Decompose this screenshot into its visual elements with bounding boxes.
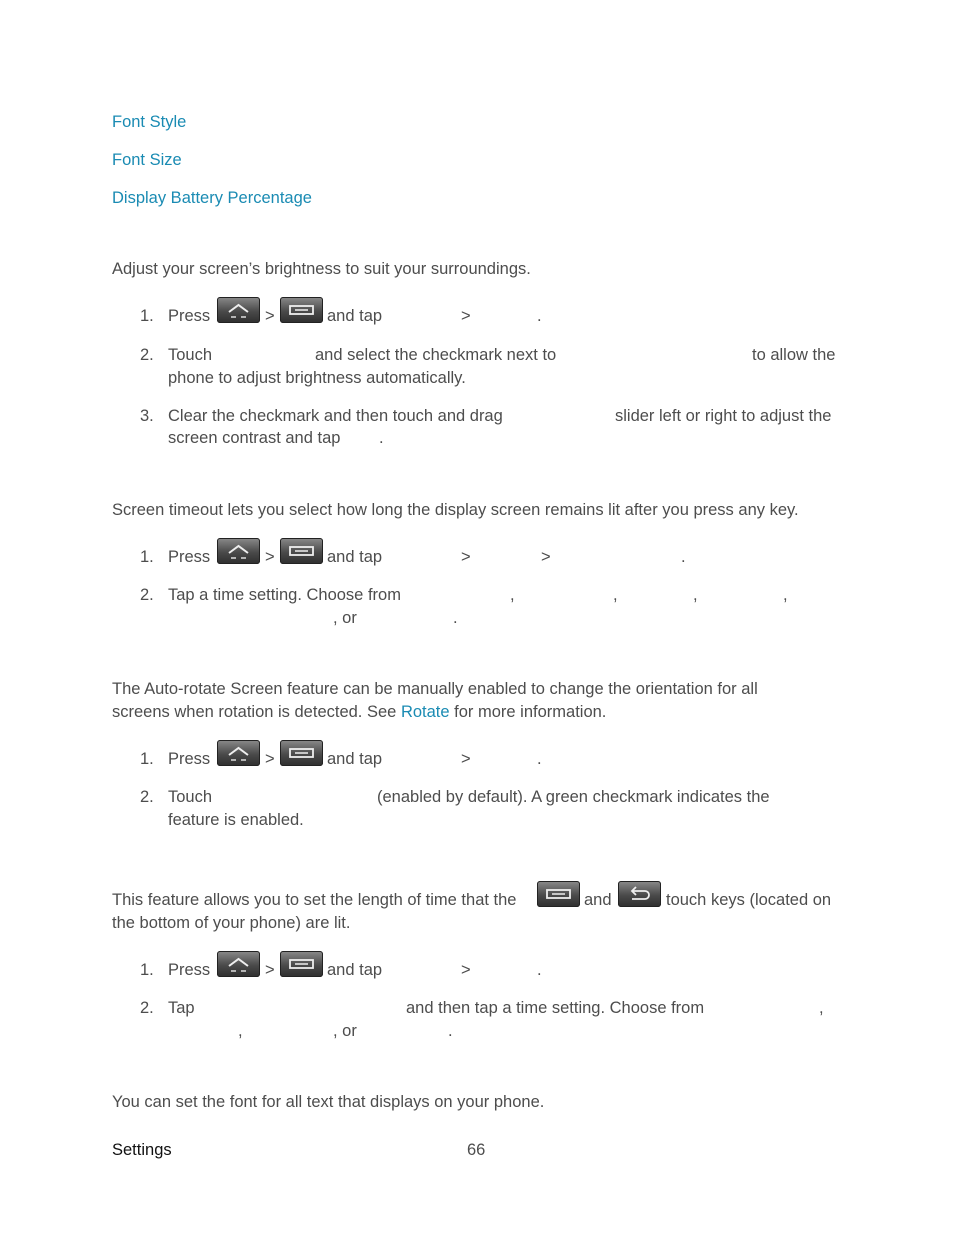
touchkey-intro-text: touch keys (located on <box>666 891 832 909</box>
menu-key-icon <box>280 740 323 766</box>
step-text: slider left or right to adjust the <box>615 407 832 425</box>
menu-key-icon <box>280 297 323 323</box>
step-text: Press <box>168 750 211 768</box>
step-number: 1. <box>140 307 154 325</box>
step-text: > <box>265 961 275 979</box>
step-text: > <box>461 961 471 979</box>
timeout-intro: Screen timeout lets you select how long the display screen remains lit after you press any key. <box>112 501 799 519</box>
touchkey-intro-text: and <box>584 891 612 909</box>
step-number: 2. <box>140 999 154 1017</box>
step-text: . <box>453 609 458 627</box>
step-text: > <box>461 750 471 768</box>
step-number: 2. <box>140 346 154 364</box>
brightness-intro: Adjust your screen’s brightness to suit your surroundings. <box>112 260 531 278</box>
touchkey-intro-text: This feature allows you to set the length of time that the <box>112 891 517 909</box>
menu-key-icon <box>280 538 323 564</box>
touchkey-intro-line-2: the bottom of your phone) are lit. <box>112 914 351 932</box>
step-text: and tap <box>327 307 383 325</box>
step-text: and select the checkmark next to <box>315 346 557 364</box>
step-text: . <box>448 1022 453 1040</box>
step-text: > <box>265 750 275 768</box>
menu-key-icon <box>537 881 580 907</box>
step-text: phone to adjust brightness automatically. <box>168 369 466 387</box>
step-text: , <box>783 586 788 604</box>
rotate-intro-line-1: The Auto-rotate Screen feature can be manually enabled to change the orientation for all <box>112 680 758 698</box>
back-key-icon <box>618 881 661 907</box>
link-display-battery-percentage[interactable]: Display Battery Percentage <box>112 189 312 207</box>
rotate-intro-text: screens when rotation is detected. See <box>112 703 397 721</box>
link-font-size[interactable]: Font Size <box>112 151 182 169</box>
step-text: . <box>537 961 542 979</box>
rotate-intro-line-2 <box>112 703 606 722</box>
rotate-intro-text: for more information. <box>454 703 607 721</box>
step-text: , <box>819 999 824 1017</box>
step-text: > <box>541 548 551 566</box>
step-text: Tap a time setting. Choose from <box>168 586 401 604</box>
step-number: 2. <box>140 586 154 604</box>
step-text: Press <box>168 548 211 566</box>
link-font-style[interactable]: Font Style <box>112 113 187 131</box>
step-text: > <box>265 307 275 325</box>
step-text: to allow the <box>752 346 836 364</box>
step-text: , or <box>333 1022 357 1040</box>
home-key-icon <box>217 297 260 323</box>
step-text: . <box>681 548 686 566</box>
step-text: . <box>379 429 384 447</box>
step-text: feature is enabled. <box>168 811 304 829</box>
step-text: Touch <box>168 346 213 364</box>
step-text: Tap <box>168 999 195 1017</box>
page-number: 66 <box>467 1141 486 1159</box>
menu-key-icon <box>280 951 323 977</box>
step-text: Clear the checkmark and then touch and drag <box>168 407 503 425</box>
step-number: 1. <box>140 750 154 768</box>
step-text: screen contrast and tap <box>168 429 341 447</box>
link-rotate[interactable]: Rotate <box>400 703 450 721</box>
step-text: and tap <box>327 961 383 979</box>
home-key-icon <box>217 538 260 564</box>
home-key-icon <box>217 740 260 766</box>
step-text: , <box>613 586 618 604</box>
home-key-icon <box>217 951 260 977</box>
step-number: 2. <box>140 788 154 806</box>
step-text: and then tap a time setting. Choose from <box>406 999 705 1017</box>
step-text: Touch <box>168 788 213 806</box>
step-text: . <box>537 307 542 325</box>
step-text: and tap <box>327 750 383 768</box>
step-text: > <box>265 548 275 566</box>
step-text: . <box>537 750 542 768</box>
step-text: and tap <box>327 548 383 566</box>
step-text: , or <box>333 609 357 627</box>
font-intro: You can set the font for all text that displays on your phone. <box>112 1093 545 1111</box>
step-text: , <box>693 586 698 604</box>
step-text: > <box>461 548 471 566</box>
step-number: 3. <box>140 407 154 425</box>
step-text: Press <box>168 307 211 325</box>
step-number: 1. <box>140 548 154 566</box>
step-text: > <box>461 307 471 325</box>
step-text: Press <box>168 961 211 979</box>
step-text: , <box>510 586 515 604</box>
step-text: (enabled by default). A green checkmark indicates the <box>377 788 770 806</box>
footer-section-name: Settings <box>112 1141 172 1159</box>
step-number: 1. <box>140 961 154 979</box>
step-text: , <box>238 1022 243 1040</box>
